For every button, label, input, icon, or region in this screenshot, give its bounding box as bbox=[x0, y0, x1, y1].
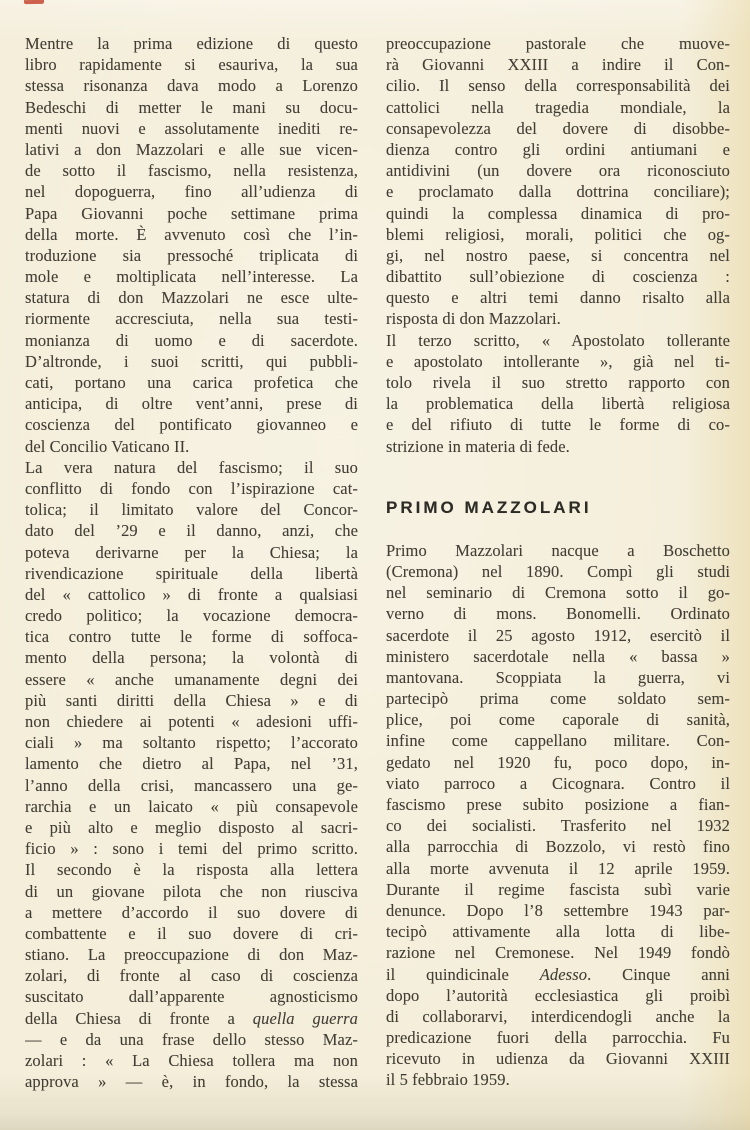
text-line: Mentre la prima edizione di questo bbox=[25, 34, 358, 53]
text-line: lamento che dietro al Papa, nel ’31, bbox=[25, 754, 358, 774]
text-line: il quindicinale Adesso. Cinque anni bbox=[386, 964, 730, 984]
text-line: infine come cappellano militare. Con- bbox=[386, 731, 730, 751]
text-line: della morte. È avvenuto così che l’in- bbox=[25, 224, 358, 244]
paragraph bbox=[386, 33, 730, 330]
text-line: strizione in materia di fede. bbox=[386, 436, 570, 456]
text-line: de sotto il fascismo, nella resistenza, bbox=[25, 161, 358, 181]
text-line: tolica; il limitato valore del Concor- bbox=[25, 500, 358, 520]
text-line: viato parroco a Cicognara. Contro il bbox=[386, 773, 730, 793]
right-column bbox=[386, 33, 730, 1092]
text-line: e apostolato intollerante », già nel ti- bbox=[386, 351, 730, 371]
left-column bbox=[25, 33, 358, 1092]
text-line: risposta di don Mazzolari. bbox=[386, 309, 561, 329]
text-line: di collaborarvi, interdicendogli anche la bbox=[386, 1006, 730, 1026]
text-line: riormente accresciuta, nella sua testi- bbox=[25, 309, 358, 329]
text-line: — e da una frase dello stesso Maz- bbox=[25, 1029, 358, 1049]
text-line: credo politico; la vocazione democra- bbox=[25, 606, 358, 626]
right-column-biography-paragraphs bbox=[386, 540, 730, 1091]
red-ink-mark bbox=[24, 0, 44, 4]
text-line: gedato nel 1920 fu, poco dopo, in- bbox=[386, 752, 730, 772]
text-line: ministero sacerdotale nella « bassa » bbox=[386, 646, 730, 666]
text-line: questo e altri temi danno risalto alla bbox=[386, 288, 730, 308]
text-line: Il secondo è la risposta alla lettera bbox=[25, 860, 358, 880]
text-line: fascismo prese subito posizione a fian- bbox=[386, 795, 730, 814]
text-line: ricevuto in udienza da Giovanni XXIII bbox=[386, 1049, 730, 1069]
text-line: D’altronde, i suoi scritti, qui pubbli- bbox=[25, 351, 358, 371]
text-line: cilio. Il senso della corresponsabilità dei bbox=[386, 76, 730, 96]
text-line: più santi diritti della Chiesa » e di bbox=[25, 690, 358, 710]
text-line: suscitato dall’apparente agnosticismo bbox=[25, 987, 358, 1007]
text-line: alla morte avvenuta il 12 aprile 1959. bbox=[386, 858, 730, 878]
text-line: del Concilio Vaticano II. bbox=[25, 436, 190, 456]
text-line: menti nuovi e assolutamente inediti re- bbox=[25, 118, 358, 138]
text-line: mantovana. Scoppiata la guerra, vi bbox=[386, 667, 730, 687]
text-line: plice, poi come caporale di sanità, bbox=[386, 710, 730, 730]
text-line: co dei socialisti. Trasferito nel 1932 bbox=[386, 816, 730, 836]
text-line: blemi religiosi, morali, politici che og- bbox=[386, 224, 730, 244]
text-line: e più alto e meglio disposto al sacri- bbox=[25, 817, 358, 837]
text-line: stessa risonanza dava modo a Lorenzo bbox=[25, 76, 358, 96]
text-line: cati, portano una carica profetica che bbox=[25, 373, 358, 392]
text-line: rivendicazione spirituale della libertà bbox=[25, 563, 358, 583]
text-line: gi, nel nostro paese, si concentra nel bbox=[386, 245, 730, 265]
text-line: dopo l’autorità ecclesiastica gli proibì bbox=[386, 985, 730, 1005]
text-line: stiano. La preoccupazione di don Maz- bbox=[25, 945, 358, 965]
text-line: verno di mons. Bonomelli. Ordinato bbox=[386, 604, 730, 624]
text-line: quindi la complessa dinamica di pro- bbox=[386, 203, 730, 223]
text-line: Primo Mazzolari nacque a Boschetto bbox=[386, 540, 730, 560]
text-line: monianza di uomo e di sacerdote. bbox=[25, 330, 358, 350]
text-line: mento della persona; la volontà di bbox=[25, 648, 358, 668]
text-line: coscienza del pontificato giovanneo e bbox=[25, 415, 358, 435]
text-line: partecipò prima come soldato sem- bbox=[386, 689, 730, 709]
text-line: ficio » : sono i temi del primo scritto. bbox=[25, 839, 358, 859]
text-line: cattolici nella tragedia mondiale, la bbox=[386, 97, 730, 117]
text-line: nel seminario di Cremona sotto il go- bbox=[386, 583, 730, 603]
text-line: l’anno della crisi, mancassero una ge- bbox=[25, 775, 358, 795]
text-line: sacerdote il 25 agosto 1912, esercitò il bbox=[386, 625, 730, 645]
text-line: rarchia e un laicato « più consapevole bbox=[25, 796, 358, 816]
paragraph bbox=[25, 457, 358, 1093]
text-line: denunce. Dopo l’8 settembre 1943 par- bbox=[386, 900, 730, 920]
text-line: essere « anche umanamente degni dei bbox=[25, 669, 358, 689]
paragraph bbox=[386, 330, 730, 457]
text-line: rà Giovanni XXIII a indire il Con- bbox=[386, 55, 730, 75]
paragraph bbox=[386, 540, 730, 1091]
text-line: approva » — è, in fondo, la stessa bbox=[25, 1072, 358, 1092]
text-line: della Chiesa di fronte a quella guerra bbox=[25, 1008, 358, 1028]
text-line: Papa Giovanni poche settimane prima bbox=[25, 203, 358, 223]
text-line: tolo rivela il suo stretto rapporto con bbox=[386, 373, 730, 392]
text-line: libro rapidamente si esauriva, la sua bbox=[25, 55, 358, 75]
text-line: anticipa, di oltre vent’anni, prese di bbox=[25, 394, 358, 414]
text-line: antidivini (un dovere ora riconosciuto bbox=[386, 161, 730, 181]
right-column-top-paragraphs bbox=[386, 33, 730, 457]
text-line: e proclamato dalla dottrina conciliare); bbox=[386, 182, 730, 202]
italic-phrase: quella guerra bbox=[252, 1008, 358, 1028]
text-line: la problematica della libertà religiosa bbox=[386, 394, 730, 414]
text-line: di un giovane pilota che non riusciva bbox=[25, 881, 358, 901]
text-line: il 5 febbraio 1959. bbox=[386, 1070, 510, 1090]
text-line: del « cattolico » di fronte a qualsiasi bbox=[25, 584, 358, 604]
text-line: statura di don Mazzolari ne esce ulte- bbox=[25, 288, 358, 308]
text-line: La vera natura del fascismo; il suo bbox=[25, 457, 358, 477]
italic-phrase: Adesso bbox=[539, 964, 588, 984]
text-line: consapevolezza del dovere di disobbe- bbox=[386, 118, 730, 138]
text-line: (Cremona) nel 1890. Compì gli studi bbox=[386, 561, 730, 581]
text-line: razione nel Cremonese. Nel 1949 fondò bbox=[386, 943, 730, 963]
text-line: a mettere d’accordo il suo dovere di bbox=[25, 902, 358, 922]
text-line: dibattito sull’obiezione di coscienza : bbox=[386, 267, 730, 287]
text-line: dienza contro gli ordini antiumani e bbox=[386, 139, 730, 159]
two-column-text-block bbox=[25, 33, 730, 1092]
text-line: Il terzo scritto, « Apostolato tollerante bbox=[386, 330, 730, 350]
text-line: zolari : « La Chiesa tollera ma non bbox=[25, 1051, 358, 1070]
text-line: Bedeschi di metter le mani su docu- bbox=[25, 97, 358, 117]
text-line: alla parrocchia di Bozzolo, vi restò fino bbox=[386, 837, 730, 857]
section-heading: PRIMO MAZZOLARI bbox=[386, 497, 592, 517]
text-line: conflitto di fondo con l’ispirazione cat- bbox=[25, 478, 358, 498]
text-line: e del rifiuto di tutte le forme di co- bbox=[386, 415, 730, 435]
text-line: dato del ’29 e il danno, anzi, che bbox=[25, 521, 358, 541]
text-line: troduzione sia pressoché triplicata di bbox=[25, 245, 358, 265]
text-line: mole e moltiplicata nell’interesse. La bbox=[25, 267, 358, 287]
text-line: predicazione fuori della parrocchia. Fu bbox=[386, 1028, 730, 1048]
text-line: ciali » ma soltanto rispetto; l’accorato bbox=[25, 733, 358, 753]
text-line: nel dopoguerra, fino all’udienza di bbox=[25, 182, 358, 202]
text-line: non chiedere ai potenti « adesioni uffi- bbox=[25, 712, 358, 731]
paragraph bbox=[25, 33, 358, 457]
text-line: tica contro tutte le forme di soffoca- bbox=[25, 627, 358, 647]
text-line: poteva derivarne per la Chiesa; la bbox=[25, 542, 358, 562]
text-line: preoccupazione pastorale che muove- bbox=[386, 34, 730, 53]
text-line: zolari, di fronte al caso di coscienza bbox=[25, 966, 358, 986]
text-line: combattente e il suo dovere di cri- bbox=[25, 923, 358, 943]
text-line: lativi a don Mazzolari e alle sue vicen- bbox=[25, 139, 358, 159]
text-line: tecipò attivamente alla lotta di libe- bbox=[386, 922, 730, 942]
text-line: Durante il regime fascista subì varie bbox=[386, 879, 730, 899]
